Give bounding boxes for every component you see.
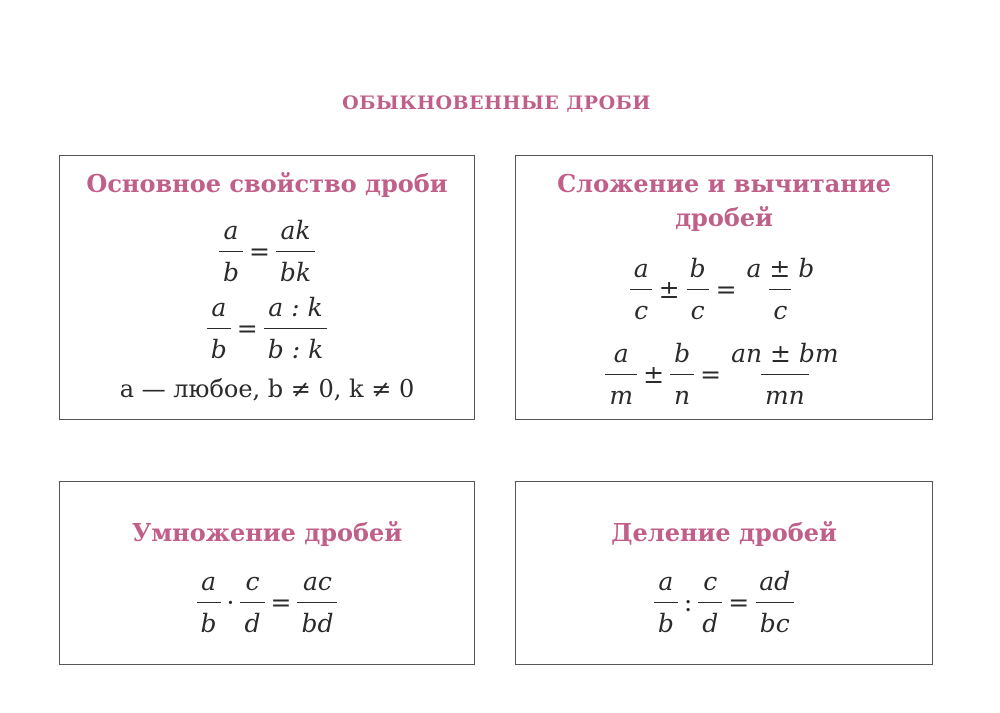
fraction — [197, 569, 221, 636]
fraction — [654, 569, 678, 636]
fraction — [743, 256, 819, 323]
equals-sign: = — [248, 237, 270, 266]
formula-basic-2 — [60, 295, 474, 362]
numerator: c — [703, 567, 718, 596]
denominator: m — [605, 374, 637, 408]
numerator: a — [201, 567, 216, 596]
numerator: a — [658, 567, 674, 596]
numerator: a ± b — [746, 254, 815, 283]
numerator: b — [674, 339, 691, 368]
numerator: ak — [280, 216, 311, 245]
card-title: Деление дробей — [611, 518, 837, 547]
numerator: a : k — [268, 293, 323, 322]
numerator: ad — [759, 567, 791, 596]
card-title-line1: Сложение и вычитание — [557, 169, 891, 198]
plus-minus-sign: ± — [643, 360, 665, 389]
denominator: n — [670, 374, 694, 408]
denominator: bk — [276, 251, 315, 285]
formula-addition-2 — [516, 341, 932, 408]
numerator: a — [211, 293, 227, 322]
equals-sign: = — [270, 588, 292, 617]
equals-sign: = — [715, 275, 737, 304]
fraction — [686, 256, 710, 323]
page-title: ОБЫКНОВЕННЫЕ ДРОБИ — [342, 92, 651, 114]
fraction — [605, 341, 637, 408]
card-addition-subtraction — [515, 155, 933, 420]
fraction — [219, 218, 243, 285]
numerator: c — [245, 567, 260, 596]
denominator: b : k — [264, 328, 327, 362]
denominator: c — [687, 289, 709, 323]
formula-multiplication — [60, 569, 474, 636]
divide-sign: : — [683, 588, 693, 617]
formula-addition-1 — [516, 256, 932, 323]
denominator: b — [197, 602, 221, 636]
denominator: bd — [297, 602, 337, 636]
fraction — [240, 569, 264, 636]
card-title-line2: дробей — [675, 203, 773, 232]
denominator: c — [769, 289, 791, 323]
numerator: ac — [303, 567, 332, 596]
fraction — [755, 569, 794, 636]
denominator: b — [219, 251, 243, 285]
numerator: an ± bm — [731, 339, 839, 368]
card-division — [515, 481, 933, 665]
formula-division — [516, 569, 932, 636]
fraction — [264, 295, 327, 362]
denominator: b — [207, 328, 231, 362]
numerator: a — [223, 216, 239, 245]
denominator: d — [698, 602, 722, 636]
denominator: mn — [761, 374, 809, 408]
fraction — [727, 341, 843, 408]
plus-minus-sign: ± — [658, 275, 680, 304]
fraction — [276, 218, 315, 285]
denominator: b — [654, 602, 678, 636]
denominator: bc — [756, 602, 794, 636]
numerator: a — [633, 254, 649, 283]
equals-sign: = — [700, 360, 722, 389]
card-basic-property — [59, 155, 475, 420]
multiply-sign: · — [226, 588, 235, 617]
denominator: d — [240, 602, 264, 636]
equals-sign: = — [236, 314, 258, 343]
formula-basic-1 — [60, 218, 474, 285]
numerator: b — [689, 254, 706, 283]
equals-sign: = — [728, 588, 750, 617]
fraction — [670, 341, 694, 408]
numerator: a — [613, 339, 629, 368]
card-title: Умножение дробей — [131, 518, 403, 547]
fraction — [698, 569, 722, 636]
card-title: Основное свойство дроби — [86, 169, 448, 198]
fraction — [207, 295, 231, 362]
condition-note: a — любое, b ≠ 0, k ≠ 0 — [119, 375, 415, 403]
denominator: c — [630, 289, 652, 323]
fraction — [630, 256, 653, 323]
fraction — [297, 569, 337, 636]
card-multiplication — [59, 481, 475, 665]
